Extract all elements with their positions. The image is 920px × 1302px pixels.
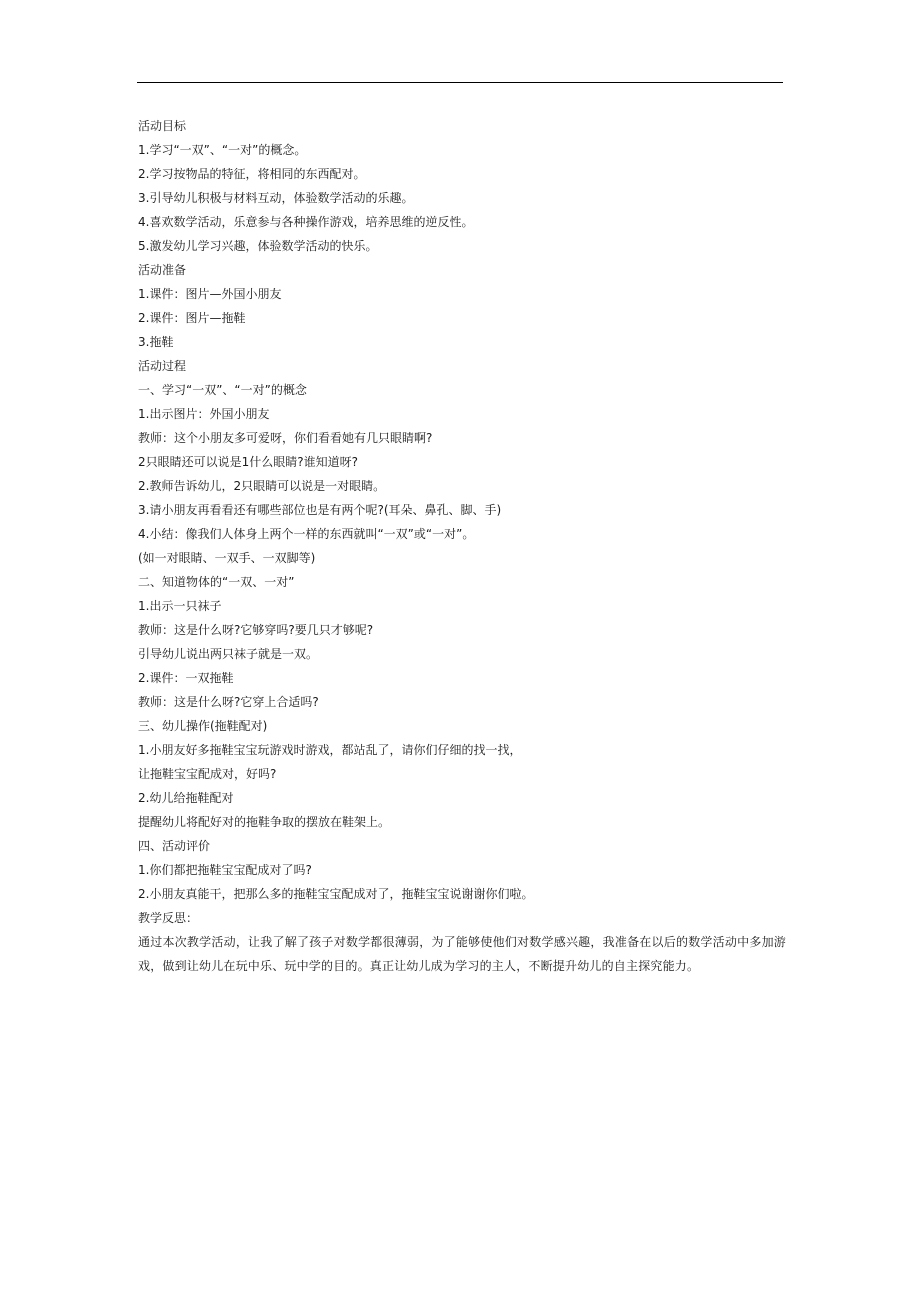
goal-item-5: 5.激发幼儿学习兴趣，体验数学活动的快乐。 — [138, 239, 378, 253]
goal-item-3: 3.引导幼儿积极与材料互动，体验数学活动的乐趣。 — [138, 191, 414, 205]
goal-item-1: 1.学习“一双”、“一对”的概念。 — [138, 143, 307, 157]
section-heading-process: 活动过程 — [138, 359, 187, 373]
process-line: 2.小朋友真能干，把那么多的拖鞋宝宝配成对了，拖鞋宝宝说谢谢你们啦。 — [138, 887, 534, 901]
process-line: 2.幼儿给拖鞋配对 — [138, 791, 234, 805]
process-line: 让拖鞋宝宝配成对，好吗? — [138, 767, 277, 781]
subsection-heading-2: 二、知道物体的“一双、一对” — [138, 575, 295, 589]
process-line: 1.出示图片：外国小朋友 — [138, 407, 270, 421]
goal-item-4: 4.喜欢数学活动，乐意参与各种操作游戏，培养思维的逆反性。 — [138, 215, 474, 229]
process-line: 2.教师告诉幼儿，2只眼睛可以说是一对眼睛。 — [138, 479, 386, 493]
preparation-item-3: 3.拖鞋 — [138, 335, 174, 349]
reflection-paragraph: 通过本次教学活动，让我了解了孩子对数学都很薄弱，为了能够使他们对数学感兴趣，我准备在以后的数学活动中多加游戏，做到让幼儿在玩中乐、玩中学的目的。真正让幼儿成为学习的主人，不断提升幼儿的自主探究能力。 — [138, 935, 786, 973]
process-line: 2只眼睛还可以说是1什么眼睛?谁知道呀? — [138, 455, 359, 469]
process-line: 教师：这是什么呀?它够穿吗?要几只才够呢? — [138, 623, 374, 637]
process-line: 教师：这是什么呀?它穿上合适吗? — [138, 695, 319, 709]
process-line: 1.出示一只袜子 — [138, 599, 222, 613]
process-line: 教师：这个小朋友多可爱呀，你们看看她有几只眼睛啊? — [138, 431, 433, 445]
process-line: 4.小结：像我们人体身上两个一样的东西就叫“一双”或“一对”。 — [138, 527, 475, 541]
section-heading-reflection: 教学反思： — [138, 911, 199, 925]
preparation-item-1: 1.课件：图片—外国小朋友 — [138, 287, 282, 301]
subsection-heading-4: 四、活动评价 — [138, 839, 211, 853]
section-heading-preparation: 活动准备 — [138, 263, 187, 277]
process-line: 1.小朋友好多拖鞋宝宝玩游戏时游戏，都站乱了，请你们仔细的找一找， — [138, 743, 522, 757]
process-line: 提醒幼儿将配好对的拖鞋争取的摆放在鞋架上。 — [138, 815, 391, 829]
subsection-heading-1: 一、学习“一双”、“一对”的概念 — [138, 383, 307, 397]
document-body — [138, 114, 786, 978]
process-line: 2.课件：一双拖鞋 — [138, 671, 234, 685]
process-line: (如一对眼睛、一双手、一双脚等) — [138, 551, 316, 565]
header-rule — [137, 82, 783, 83]
goal-item-2: 2.学习按物品的特征，将相同的东西配对。 — [138, 167, 366, 181]
subsection-heading-3: 三、幼儿操作(拖鞋配对) — [138, 719, 268, 733]
process-line: 引导幼儿说出两只袜子就是一双。 — [138, 647, 319, 661]
preparation-item-2: 2.课件：图片—拖鞋 — [138, 311, 246, 325]
process-line: 1.你们都把拖鞋宝宝配成对了吗? — [138, 863, 312, 877]
section-heading-goals: 活动目标 — [138, 119, 187, 133]
process-line: 3.请小朋友再看看还有哪些部位也是有两个呢?(耳朵、鼻孔、脚、手) — [138, 503, 502, 517]
